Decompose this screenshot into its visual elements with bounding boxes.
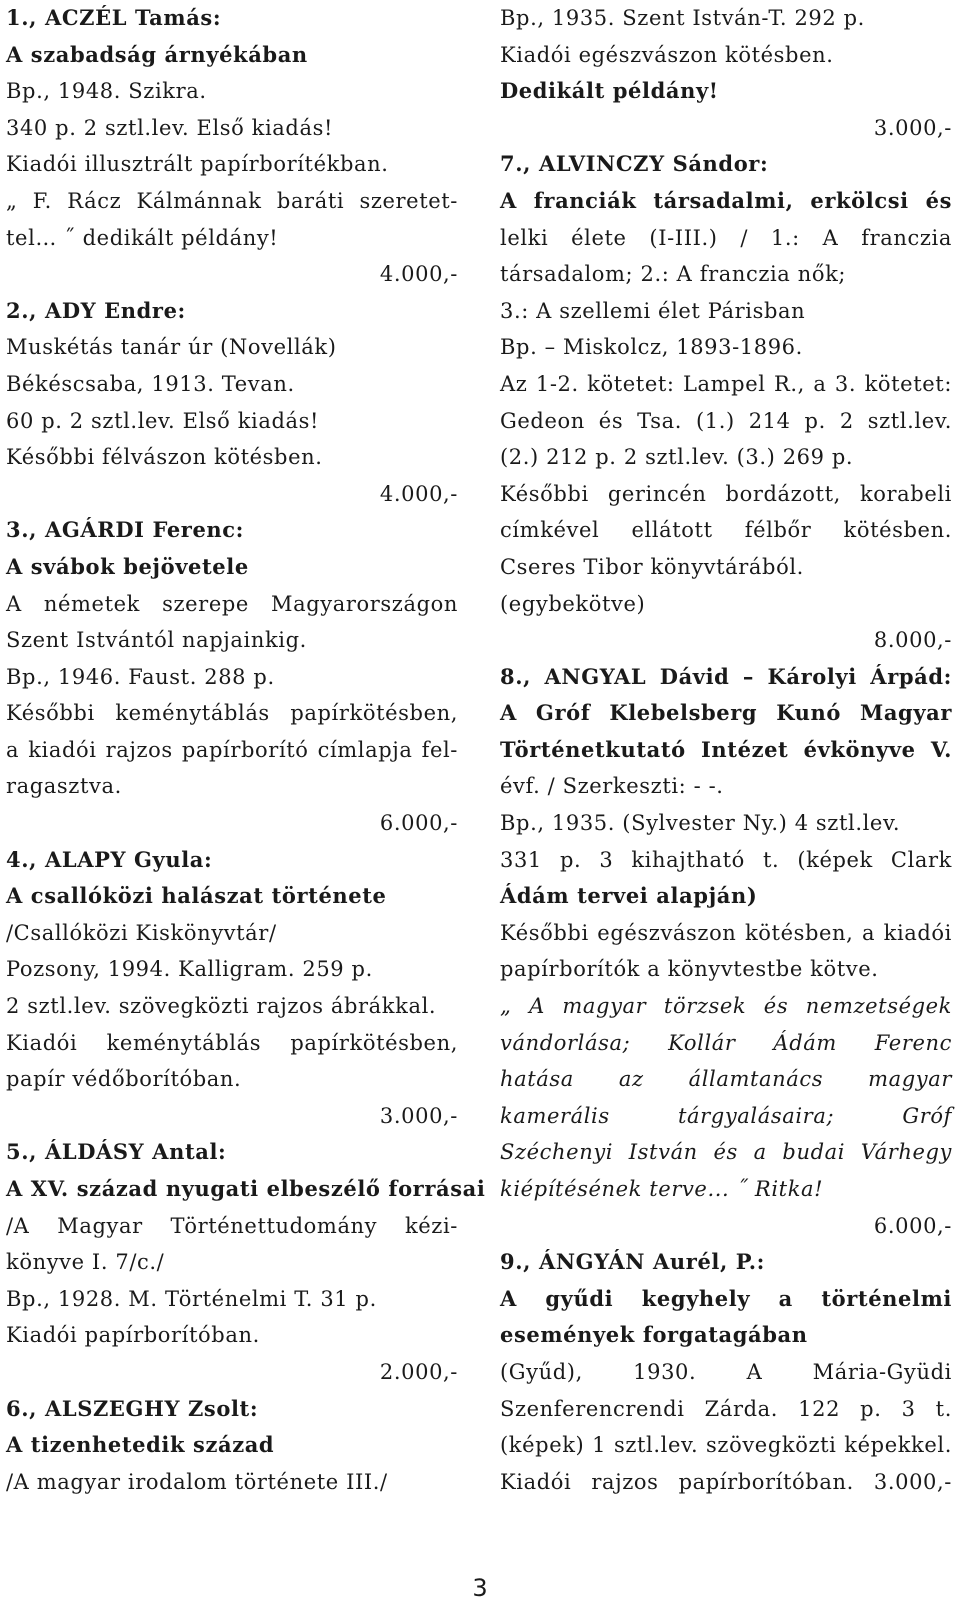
catalog-line: (Gyűd), 1930. A Mária-Gyüdi: [500, 1359, 952, 1384]
catalog-line: könyve I. 7/c./: [6, 1250, 165, 1275]
catalog-line: Dedikált példány!: [500, 78, 719, 104]
catalog-line: Kiadói papírborítóban.: [6, 1323, 260, 1348]
catalog-line: Későbbi keménytáblás papírkötésben,: [6, 701, 458, 726]
catalog-line: Pozsony, 1994. Kalligram. 259 p.: [6, 957, 373, 982]
catalog-line: vándorlása; Kollár Ádám Ferenc: [500, 1030, 952, 1055]
price-line: 6.000,-: [873, 1213, 952, 1238]
catalog-line: 3., AGÁRDI Ferenc:: [6, 517, 245, 543]
catalog-line: /A Magyar Történettudomány kézi-: [6, 1213, 458, 1238]
catalog-line: (egybekötve): [500, 591, 646, 616]
catalog-line: A svábok bejövetele: [6, 553, 249, 579]
catalog-line: 1., ACZÉL Tamás:: [6, 5, 222, 30]
catalog-line: A tizenhetedik század: [6, 1432, 275, 1458]
catalog-line: 7., ALVINCZY Sándor:: [500, 151, 769, 177]
catalog-line: 9., ÁNGYÁN Aurél, P.:: [500, 1249, 765, 1275]
catalog-line: Történetkutató Intézet évkönyve V.: [500, 736, 952, 762]
catalog-line: „ A magyar törzsek és nemzetségek: [500, 994, 952, 1019]
catalog-line: Későbbi gerincén bordázott, korabeli: [500, 481, 952, 506]
catalog-line: Szenferencrendi Zárda. 122 p. 3 t.: [500, 1396, 952, 1421]
catalog-line: 4., ALAPY Gyula:: [6, 846, 213, 872]
catalog-line: Bp., 1935. (Sylvester Ny.) 4 sztl.lev.: [500, 811, 901, 836]
catalog-line: papír védőborítóban.: [6, 1067, 242, 1092]
catalog-line: Gedeon és Tsa. (1.) 214 p. 2 sztl.lev.: [500, 408, 952, 433]
catalog-line: események forgatagában: [500, 1322, 808, 1348]
catalog-line: A Gróf Klebelsberg Kunó Magyar: [500, 700, 952, 726]
price-line: 4.000,-: [379, 262, 458, 287]
catalog-line: Kiadói illusztrált papírborítékban.: [6, 152, 389, 177]
catalog-line: 8., ANGYAL Dávid – Károlyi Árpád:: [500, 663, 952, 689]
price-line: 2.000,-: [379, 1359, 458, 1384]
catalog-line: ragasztva.: [6, 774, 122, 799]
catalog-line: Az 1-2. kötetet: Lampel R., a 3. kötetet:: [500, 371, 952, 396]
catalog-line: évf. / Szerkeszti: - -.: [500, 774, 724, 799]
catalog-line: Későbbi félvászon kötésben.: [6, 445, 323, 470]
catalog-line: kiépítésének terve... ˝ Ritka!: [500, 1177, 824, 1201]
catalog-line: Bp., 1928. M. Történelmi T. 31 p.: [6, 1286, 377, 1311]
catalog-line: 331 p. 3 kihajtható t. (képek Clark: [500, 847, 952, 872]
catalog-line: 2 sztl.lev. szövegközti rajzos ábrákkal.: [6, 994, 437, 1019]
catalog-line: Békéscsaba, 1913. Tevan.: [6, 371, 295, 396]
catalog-line: A csallóközi halászat története: [6, 883, 387, 909]
catalog-line: a kiadói rajzos papírborító címlapja fel-: [6, 737, 458, 762]
catalog-line: hatása az államtanács magyar: [500, 1067, 952, 1092]
catalog-line: Kiadói keménytáblás papírkötésben,: [6, 1030, 458, 1055]
catalog-line: Kiadói rajzos papírborítóban. 3.000,-: [500, 1469, 952, 1494]
catalog-line: /A magyar irodalom története III./: [6, 1469, 388, 1494]
catalog-line: Muskétás tanár úr (Novellák): [6, 335, 337, 360]
catalog-line: Bp., 1946. Faust. 288 p.: [6, 664, 275, 689]
catalog-line: címkével ellátott félbőr kötésben.: [500, 518, 952, 543]
catalog-line: A XV. század nyugati elbeszélő forrásai: [6, 1176, 486, 1201]
catalog-line: Széchenyi István és a budai Várhegy: [500, 1140, 952, 1165]
catalog-line: Cseres Tibor könyvtárából.: [500, 554, 804, 579]
catalog-line: Bp., 1935. Szent István-T. 292 p.: [500, 6, 865, 30]
catalog-line: A gyűdi kegyhely a történelmi: [500, 1285, 952, 1311]
catalog-line: Bp., 1948. Szikra.: [6, 79, 207, 104]
catalog-line: /Csallóközi Kiskönyvtár/: [6, 920, 277, 945]
catalog-line: A franciák társadalmi, erkölcsi és: [500, 187, 952, 213]
catalog-line: „ F. Rácz Kálmánnak baráti szeretet-: [6, 188, 458, 213]
catalog-line: lelki élete (I-III.) / 1.: A franczia: [500, 225, 952, 250]
catalog-line: 5., ÁLDÁSY Antal:: [6, 1139, 227, 1165]
catalog-line: 6., ALSZEGHY Zsolt:: [6, 1395, 259, 1421]
catalog-line: kamerális tárgyalásaira; Gróf: [500, 1103, 952, 1128]
catalog-line: A németek szerepe Magyarországon: [6, 591, 458, 616]
catalog-line: papírborítók a könyvtestbe kötve.: [500, 957, 879, 982]
catalog-line: 340 p. 2 sztl.lev. Első kiadás!: [6, 115, 334, 140]
catalog-line: társadalom; 2.: A franczia nők;: [500, 262, 847, 287]
price-line: 6.000,-: [379, 811, 458, 836]
catalog-line: 60 p. 2 sztl.lev. Első kiadás!: [6, 408, 320, 433]
catalog-line: Szent Istvántól napjainkig.: [6, 628, 307, 653]
price-line: 3.000,-: [379, 1103, 458, 1128]
price-line: 4.000,-: [379, 481, 458, 506]
price-line: 8.000,-: [873, 628, 952, 653]
catalog-line: (2.) 212 p. 2 sztl.lev. (3.) 269 p.: [500, 445, 854, 470]
catalog-line: Ádám tervei alapján): [500, 883, 758, 909]
catalog-line: 2., ADY Endre:: [6, 297, 186, 323]
right-column: [500, 0, 952, 1500]
catalog-line: tel… ˝ dedikált példány!: [6, 225, 279, 250]
catalog-line: Későbbi egészvászon kötésben, a kiadói: [500, 920, 952, 945]
left-column: [6, 0, 486, 1500]
page-number: 3: [472, 1574, 488, 1602]
catalog-line: (képek) 1 sztl.lev. szövegközti képekkel.: [500, 1433, 952, 1458]
catalog-line: Bp. – Miskolcz, 1893-1896.: [500, 335, 803, 360]
catalog-line: A szabadság árnyékában: [6, 41, 308, 67]
catalog-line: Kiadói egészvászon kötésben.: [500, 42, 834, 67]
price-line: 3.000,-: [873, 115, 952, 140]
catalog-line: 3.: A szellemi élet Párisban: [500, 298, 806, 323]
